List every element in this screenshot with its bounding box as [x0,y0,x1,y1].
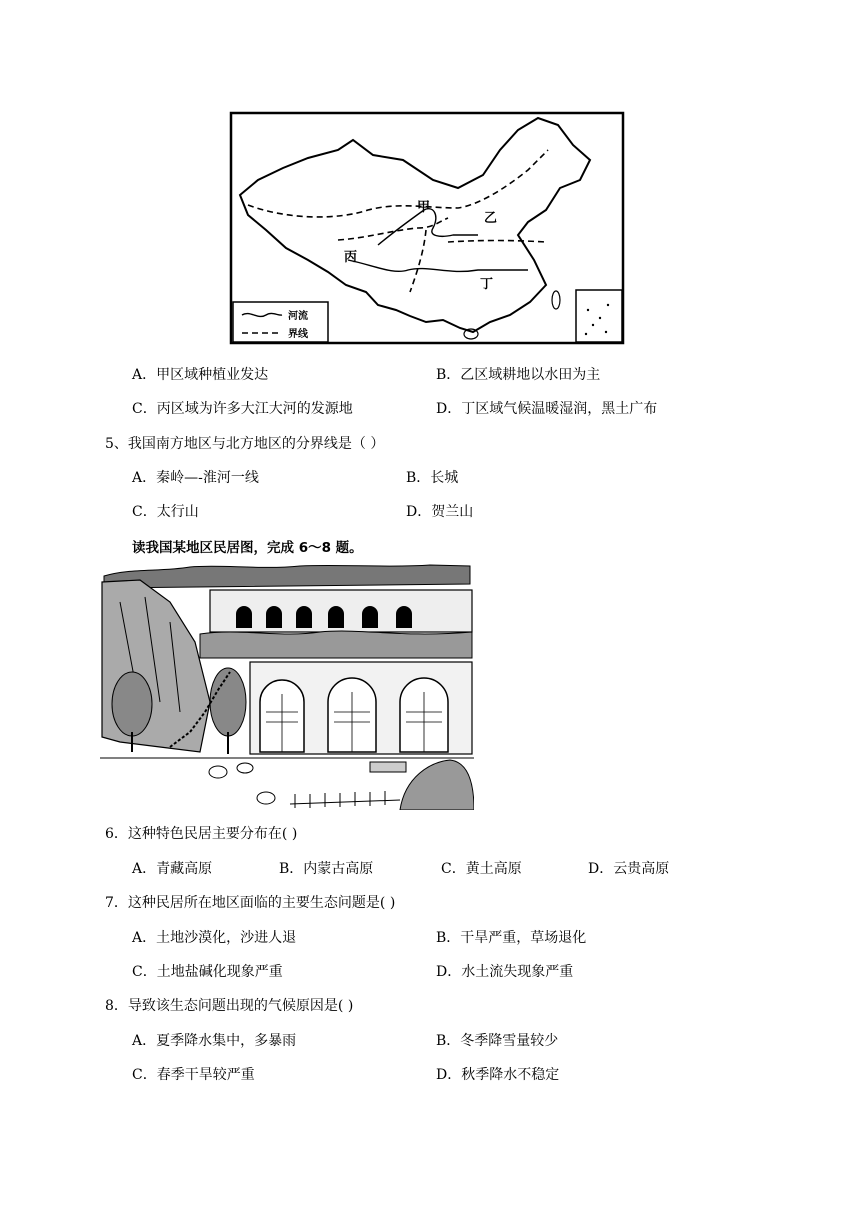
q4-option-b: B．乙区域耕地以水田为主 [436,367,601,383]
q4-option-c: C．丙区域为许多大江大河的发源地 [132,401,353,417]
millstone [370,762,406,772]
q7-option-c: C．土地盐碱化现象严重 [132,964,283,980]
q8-option-c: C．春季干旱较严重 [132,1067,255,1083]
legend-boundary-label: 界线 [288,329,308,340]
chicken-1 [209,766,227,778]
chicken-2 [237,763,253,773]
region-label-ding: 丁 [480,277,494,292]
q6-option-b: B．内蒙古高原 [279,861,374,877]
q8-option-d: D．秋季降水不稳定 [436,1067,560,1083]
left-tree [112,672,152,736]
china-region-map [228,110,626,346]
q4-option-a: A．甲区域种植业发达 [132,367,269,383]
q4-option-d: D．丁区域气候温暖湿润，黑土广布 [436,401,658,417]
cave-dwelling-drawing [100,562,474,810]
china-map-drawing [228,110,626,346]
middle-tree [210,668,246,736]
q6-option-a: A．青藏高原 [132,861,213,877]
q7-option-d: D．水土流失现象严重 [436,964,574,980]
q6-stem: 6．这种特色民居主要分布在( ) [105,826,298,842]
cave-dwelling-illustration [100,562,474,810]
chicken-3 [257,792,275,804]
q5-option-c: C．太行山 [132,504,199,520]
south-china-sea-inset [576,290,622,342]
region-label-yi: 乙 [484,211,498,226]
region-label-bing: 丙 [344,250,358,265]
instruction-text: 读我国某地区民居图，完成 6～8 题。 [132,540,363,556]
q8-option-b: B．冬季降雪量较少 [436,1033,559,1049]
middle-vegetation [200,631,472,658]
q5-option-b: B．长城 [406,470,459,486]
legend-river-label: 河流 [288,311,308,322]
q5-stem: 5、我国南方地区与北方地区的分界线是（ ） [105,436,385,452]
map-legend-box [233,302,328,342]
q5-option-d: D．贺兰山 [406,504,474,520]
region-label-jia: 甲 [417,200,431,215]
q8-stem: 8．导致该生态问题出现的气候原因是( ) [105,998,354,1014]
q7-option-b: B．干旱严重，草场退化 [436,930,587,946]
q7-option-a: A．土地沙漠化，沙进人退 [132,930,297,946]
q7-stem: 7．这种民居所在地区面临的主要生态问题是( ) [105,895,396,911]
q5-option-a: A．秦岭—-淮河一线 [132,470,259,486]
q8-option-a: A．夏季降水集中，多暴雨 [132,1033,297,1049]
q6-option-c: C．黄土高原 [441,861,522,877]
q6-option-d: D．云贵高原 [588,861,670,877]
lower-cave-doors [260,678,448,752]
